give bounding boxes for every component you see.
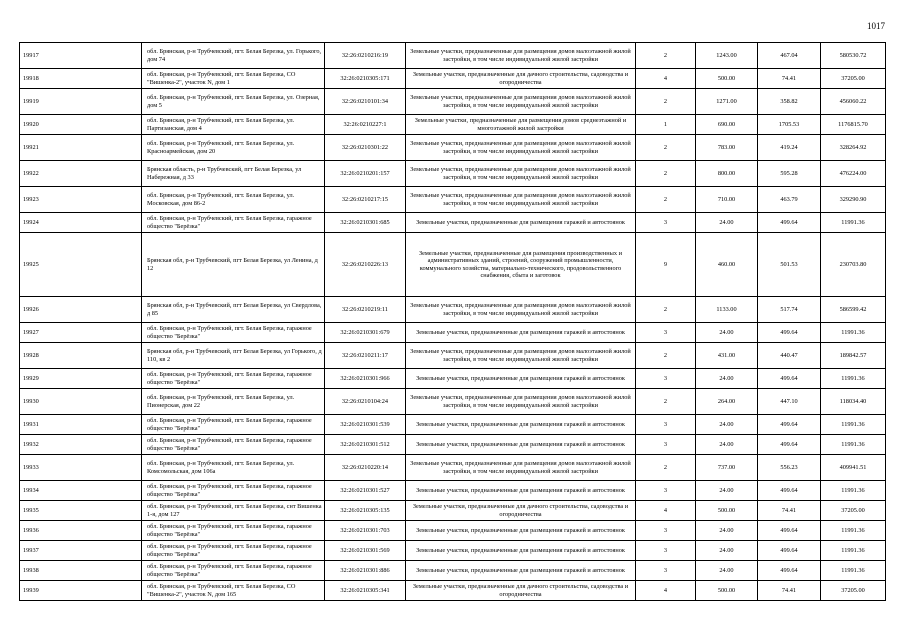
cadastral-value-cell: 11991.36 — [821, 561, 886, 581]
land-use-cell: Земельные участки, предназначенные для размещения домов малоэтажной жилой застройки, в том числе индивидуальной жилой застройки — [406, 389, 636, 415]
cadastral-value-cell: 11991.36 — [821, 213, 886, 233]
specific-value-cell: 74.41 — [758, 69, 821, 89]
record-number-cell: 19936 — [20, 521, 142, 541]
area-cell: 1243.00 — [696, 43, 758, 69]
specific-value-cell: 499.64 — [758, 481, 821, 501]
specific-value-cell: 595.28 — [758, 161, 821, 187]
cadastral-value-cell: 456060.22 — [821, 89, 886, 115]
cadastral-value-cell: 189842.57 — [821, 343, 886, 369]
land-use-cell: Земельные участки, предназначенные для размещения домов среднеэтажной и многоэтажной жилой застройки — [406, 115, 636, 135]
use-group-cell: 2 — [636, 455, 696, 481]
land-use-cell: Земельные участки, предназначенные для размещения домов малоэтажной жилой застройки, в том числе индивидуальной жилой застройки — [406, 343, 636, 369]
use-group-cell: 2 — [636, 297, 696, 323]
area-cell: 24.00 — [696, 541, 758, 561]
specific-value-cell: 499.64 — [758, 561, 821, 581]
specific-value-cell: 1705.53 — [758, 115, 821, 135]
area-cell: 690.00 — [696, 115, 758, 135]
area-cell: 24.00 — [696, 415, 758, 435]
address-cell: обл. Брянская, р-н Трубчевский, пгт. Белая Березка, гаражное общество "Берёзка" — [142, 213, 325, 233]
address-cell: обл. Брянская, р-н Трубчевский, пгт. Белая Березка, СО "Вишенка-2", участок N, дом 1 — [142, 69, 325, 89]
land-use-cell: Земельные участки, предназначенные для размещения производственных и административных зданий, строений, сооружений промышленности, коммунального хозяйства, материально-технического, продовольственного снабжения, сбыта и заготовок — [406, 233, 636, 297]
table-row — [20, 561, 886, 581]
cadastral-value-cell: 11991.36 — [821, 481, 886, 501]
specific-value-cell: 358.82 — [758, 89, 821, 115]
use-group-cell: 3 — [636, 369, 696, 389]
area-cell: 24.00 — [696, 323, 758, 343]
area-cell: 800.00 — [696, 161, 758, 187]
table-row — [20, 89, 886, 115]
specific-value-cell: 501.53 — [758, 233, 821, 297]
use-group-cell: 1 — [636, 115, 696, 135]
address-cell: обл. Брянская, р-н Трубчевский, пгт. Белая Березка, СО "Вишенка-2", участок N, дом 165 — [142, 581, 325, 601]
address-cell: обл. Брянская, р-н Трубчевский, пгт. Белая Березка, гаражное общество "Берёзка" — [142, 323, 325, 343]
area-cell: 24.00 — [696, 213, 758, 233]
record-number-cell: 19924 — [20, 213, 142, 233]
specific-value-cell: 556.23 — [758, 455, 821, 481]
record-number-cell: 19919 — [20, 89, 142, 115]
cadastral-number-cell: 32:26:0210305:135 — [325, 501, 406, 521]
use-group-cell: 2 — [636, 389, 696, 415]
cadastral-number-cell: 32:26:0210201:157 — [325, 161, 406, 187]
record-number-cell: 19917 — [20, 43, 142, 69]
area-cell: 24.00 — [696, 435, 758, 455]
area-cell: 500.00 — [696, 501, 758, 521]
land-use-cell: Земельные участки, предназначенные для дачного строительства, садоводства и огородничества — [406, 501, 636, 521]
specific-value-cell: 74.41 — [758, 581, 821, 601]
table-row — [20, 415, 886, 435]
address-cell: обл. Брянская, р-н Трубчевский, пгт. Белая Березка, гаражное общество "Берёзка" — [142, 541, 325, 561]
use-group-cell: 2 — [636, 343, 696, 369]
use-group-cell: 4 — [636, 501, 696, 521]
land-use-cell: Земельные участки, предназначенные для размещения гаражей и автостоянок — [406, 369, 636, 389]
address-cell: обл. Брянская, р-н Трубчевский, пгт. Белая Березка, снт Вишенка 1-я, дом 127 — [142, 501, 325, 521]
cadastral-number-cell: 32:26:0210301:569 — [325, 541, 406, 561]
cadastral-number-cell: 32:26:0210104:24 — [325, 389, 406, 415]
table-row — [20, 43, 886, 69]
cadastral-value-cell: 230703.80 — [821, 233, 886, 297]
land-use-cell: Земельные участки, предназначенные для размещения гаражей и автостоянок — [406, 213, 636, 233]
table-row — [20, 481, 886, 501]
area-cell: 24.00 — [696, 369, 758, 389]
table-row — [20, 115, 886, 135]
cadastral-value-cell: 580530.72 — [821, 43, 886, 69]
table-row — [20, 297, 886, 323]
address-cell: Брянская обл, р-н Трубчевский, пгт Белая Березка, ул Горького, д 110, кв 2 — [142, 343, 325, 369]
cadastral-value-cell: 11991.36 — [821, 435, 886, 455]
cadastral-number-cell: 32:26:0210301:512 — [325, 435, 406, 455]
cadastral-value-cell: 586599.42 — [821, 297, 886, 323]
specific-value-cell: 517.74 — [758, 297, 821, 323]
specific-value-cell: 499.64 — [758, 415, 821, 435]
cadastral-number-cell: 32:26:0210301:886 — [325, 561, 406, 581]
table-row — [20, 435, 886, 455]
cadastral-value-cell: 328264.92 — [821, 135, 886, 161]
specific-value-cell: 499.64 — [758, 213, 821, 233]
cadastral-value-cell: 11991.36 — [821, 521, 886, 541]
table-row — [20, 501, 886, 521]
record-number-cell: 19932 — [20, 435, 142, 455]
record-number-cell: 19927 — [20, 323, 142, 343]
address-cell: обл. Брянская, р-н Трубчевский, пгт. Белая Березка, гаражное общество "Берёзка" — [142, 435, 325, 455]
land-use-cell: Земельные участки, предназначенные для размещения гаражей и автостоянок — [406, 323, 636, 343]
use-group-cell: 3 — [636, 481, 696, 501]
cadastral-number-cell: 32:26:0210101:34 — [325, 89, 406, 115]
address-cell: обл. Брянская, р-н Трубчевский, пгт. Белая Березка, ул. Московская, дом 86-2 — [142, 187, 325, 213]
specific-value-cell: 467.04 — [758, 43, 821, 69]
cadastral-number-cell: 32:26:0210305:171 — [325, 69, 406, 89]
use-group-cell: 3 — [636, 521, 696, 541]
table-body — [20, 43, 886, 601]
land-use-cell: Земельные участки, предназначенные для размещения гаражей и автостоянок — [406, 415, 636, 435]
area-cell: 500.00 — [696, 581, 758, 601]
address-cell: Брянская область, р-н Трубчевский, пгт Белая Березка, ул Набережная, д 33 — [142, 161, 325, 187]
table-row — [20, 161, 886, 187]
land-use-cell: Земельные участки, предназначенные для размещения домов малоэтажной жилой застройки, в том числе индивидуальной жилой застройки — [406, 43, 636, 69]
cadastral-number-cell: 32:26:0210301:539 — [325, 415, 406, 435]
table-row — [20, 369, 886, 389]
cadastral-number-cell: 32:26:0210226:13 — [325, 233, 406, 297]
cadastral-value-cell: 409941.51 — [821, 455, 886, 481]
record-number-cell: 19920 — [20, 115, 142, 135]
use-group-cell: 3 — [636, 435, 696, 455]
table-row — [20, 187, 886, 213]
address-cell: обл. Брянская, р-н Трубчевский, пгт. Белая Березка, гаражное общество "Берёзка" — [142, 481, 325, 501]
land-use-cell: Земельные участки, предназначенные для дачного строительства, садоводства и огородничества — [406, 581, 636, 601]
use-group-cell: 2 — [636, 89, 696, 115]
cadastral-value-cell: 1176815.70 — [821, 115, 886, 135]
area-cell: 1271.00 — [696, 89, 758, 115]
cadastral-number-cell: 32:26:0210220:14 — [325, 455, 406, 481]
table-row — [20, 343, 886, 369]
address-cell: обл. Брянская, р-н Трубчевский, пгт. Белая Березка, ул. Пионерская, дом 22 — [142, 389, 325, 415]
specific-value-cell: 499.64 — [758, 369, 821, 389]
record-number-cell: 19938 — [20, 561, 142, 581]
specific-value-cell: 499.64 — [758, 323, 821, 343]
specific-value-cell: 463.79 — [758, 187, 821, 213]
cadastral-number-cell: 32:26:0210301:966 — [325, 369, 406, 389]
land-use-cell: Земельные участки, предназначенные для размещения гаражей и автостоянок — [406, 541, 636, 561]
use-group-cell: 3 — [636, 541, 696, 561]
land-use-cell: Земельные участки, предназначенные для размещения гаражей и автостоянок — [406, 521, 636, 541]
address-cell: обл. Брянская, р-н Трубчевский, пгт. Белая Березка, гаражное общество "Берёзка" — [142, 415, 325, 435]
cadastral-value-cell: 476224.00 — [821, 161, 886, 187]
area-cell: 1133.00 — [696, 297, 758, 323]
address-cell: обл. Брянская, р-н Трубчевский, пгт. Белая Березка, гаражное общество "Берёзка" — [142, 561, 325, 581]
specific-value-cell: 419.24 — [758, 135, 821, 161]
cadastral-value-cell: 11991.36 — [821, 323, 886, 343]
record-number-cell: 19939 — [20, 581, 142, 601]
specific-value-cell: 440.47 — [758, 343, 821, 369]
use-group-cell: 3 — [636, 323, 696, 343]
table-row — [20, 455, 886, 481]
cadastral-number-cell: 32:26:0210219:11 — [325, 297, 406, 323]
table-row — [20, 581, 886, 601]
table-row — [20, 541, 886, 561]
land-use-cell: Земельные участки, предназначенные для размещения домов малоэтажной жилой застройки, в том числе индивидуальной жилой застройки — [406, 455, 636, 481]
cadastral-value-cell: 37205.00 — [821, 501, 886, 521]
use-group-cell: 3 — [636, 213, 696, 233]
area-cell: 431.00 — [696, 343, 758, 369]
land-use-cell: Земельные участки, предназначенные для размещения домов малоэтажной жилой застройки, в том числе индивидуальной жилой застройки — [406, 161, 636, 187]
land-use-cell: Земельные участки, предназначенные для размещения домов малоэтажной жилой застройки, в том числе индивидуальной жилой застройки — [406, 187, 636, 213]
area-cell: 500.00 — [696, 69, 758, 89]
address-cell: обл. Брянская, р-н Трубчевский, пгт. Белая Березка, гаражное общество "Берёзка" — [142, 369, 325, 389]
table-row — [20, 323, 886, 343]
specific-value-cell: 499.64 — [758, 521, 821, 541]
specific-value-cell: 499.64 — [758, 435, 821, 455]
address-cell: обл. Брянская, р-н Трубчевский, пгт. Белая Березка, ул. Красноармейская, дом 20 — [142, 135, 325, 161]
address-cell: обл. Брянская, р-н Трубчевский, пгт. Белая Березка, гаражное общество "Берёзка" — [142, 521, 325, 541]
area-cell: 460.00 — [696, 233, 758, 297]
cadastral-number-cell: 32:26:0210217:15 — [325, 187, 406, 213]
address-cell: обл. Брянская, р-н Трубчевский, пгт. Белая Березка, ул. Комсомольская, дом 106а — [142, 455, 325, 481]
land-use-cell: Земельные участки, предназначенные для дачного строительства, садоводства и огородничества — [406, 69, 636, 89]
cadastral-number-cell: 32:26:0210301:679 — [325, 323, 406, 343]
table-row — [20, 69, 886, 89]
record-number-cell: 19935 — [20, 501, 142, 521]
land-use-cell: Земельные участки, предназначенные для размещения домов малоэтажной жилой застройки, в том числе индивидуальной жилой застройки — [406, 135, 636, 161]
use-group-cell: 2 — [636, 187, 696, 213]
area-cell: 24.00 — [696, 481, 758, 501]
record-number-cell: 19934 — [20, 481, 142, 501]
address-cell: обл. Брянская, р-н Трубчевский, пгт. Белая Березка, ул. Горького, дом 74 — [142, 43, 325, 69]
record-number-cell: 19933 — [20, 455, 142, 481]
area-cell: 783.00 — [696, 135, 758, 161]
cadastral-number-cell: 32:26:0210301:527 — [325, 481, 406, 501]
address-cell: обл. Брянская, р-н Трубчевский, пгт. Белая Березка, ул. Партизанская, дом 4 — [142, 115, 325, 135]
record-number-cell: 19926 — [20, 297, 142, 323]
use-group-cell: 4 — [636, 69, 696, 89]
record-number-cell: 19923 — [20, 187, 142, 213]
table-row — [20, 521, 886, 541]
cadastral-number-cell: 32:26:0210305:341 — [325, 581, 406, 601]
record-number-cell: 19922 — [20, 161, 142, 187]
cadastral-value-cell: 11991.36 — [821, 369, 886, 389]
land-use-cell: Земельные участки, предназначенные для размещения домов малоэтажной жилой застройки, в том числе индивидуальной жилой застройки — [406, 297, 636, 323]
cadastral-number-cell: 32:26:0210216:19 — [325, 43, 406, 69]
land-use-cell: Земельные участки, предназначенные для размещения гаражей и автостоянок — [406, 561, 636, 581]
use-group-cell: 2 — [636, 161, 696, 187]
cadastral-number-cell: 32:26:0210301:685 — [325, 213, 406, 233]
record-number-cell: 19930 — [20, 389, 142, 415]
use-group-cell: 3 — [636, 561, 696, 581]
area-cell: 24.00 — [696, 521, 758, 541]
cadastral-value-cell: 329290.90 — [821, 187, 886, 213]
record-number-cell: 19921 — [20, 135, 142, 161]
specific-value-cell: 447.10 — [758, 389, 821, 415]
specific-value-cell: 74.41 — [758, 501, 821, 521]
area-cell: 264.00 — [696, 389, 758, 415]
table-row — [20, 389, 886, 415]
use-group-cell: 4 — [636, 581, 696, 601]
cadastral-number-cell: 32:26:0210301:22 — [325, 135, 406, 161]
cadastral-value-cell: 11991.36 — [821, 541, 886, 561]
cadastral-value-cell: 37205.00 — [821, 581, 886, 601]
specific-value-cell: 499.64 — [758, 541, 821, 561]
cadastral-number-cell: 32:26:0210211:17 — [325, 343, 406, 369]
address-cell: Брянская обл, р-н Трубчевский, пгт Белая Березка, ул Ленина, д 12 — [142, 233, 325, 297]
land-use-cell: Земельные участки, предназначенные для размещения гаражей и автостоянок — [406, 435, 636, 455]
cadastral-value-cell: 37205.00 — [821, 69, 886, 89]
record-number-cell: 19928 — [20, 343, 142, 369]
page-number: 1017 — [867, 21, 885, 31]
address-cell: обл. Брянская, р-н Трубчевский, пгт. Белая Березка, ул. Озерная, дом 5 — [142, 89, 325, 115]
area-cell: 737.00 — [696, 455, 758, 481]
cadastral-number-cell: 32:26:0210301:703 — [325, 521, 406, 541]
record-number-cell: 19937 — [20, 541, 142, 561]
use-group-cell: 2 — [636, 43, 696, 69]
table-row — [20, 213, 886, 233]
use-group-cell: 3 — [636, 415, 696, 435]
area-cell: 710.00 — [696, 187, 758, 213]
table-row — [20, 233, 886, 297]
record-number-cell: 19929 — [20, 369, 142, 389]
cadastral-number-cell: 32:26:0210227:1 — [325, 115, 406, 135]
area-cell: 24.00 — [696, 561, 758, 581]
address-cell: Брянская обл, р-н Трубчевский, пгт Белая Березка, ул Свердлова, д 85 — [142, 297, 325, 323]
land-registry-table — [19, 42, 886, 601]
record-number-cell: 19925 — [20, 233, 142, 297]
record-number-cell: 19931 — [20, 415, 142, 435]
table-row — [20, 135, 886, 161]
cadastral-value-cell: 118034.40 — [821, 389, 886, 415]
use-group-cell: 2 — [636, 135, 696, 161]
use-group-cell: 9 — [636, 233, 696, 297]
cadastral-value-cell: 11991.36 — [821, 415, 886, 435]
record-number-cell: 19918 — [20, 69, 142, 89]
land-use-cell: Земельные участки, предназначенные для размещения гаражей и автостоянок — [406, 481, 636, 501]
land-use-cell: Земельные участки, предназначенные для размещения домов малоэтажной жилой застройки, в том числе индивидуальной жилой застройки — [406, 89, 636, 115]
